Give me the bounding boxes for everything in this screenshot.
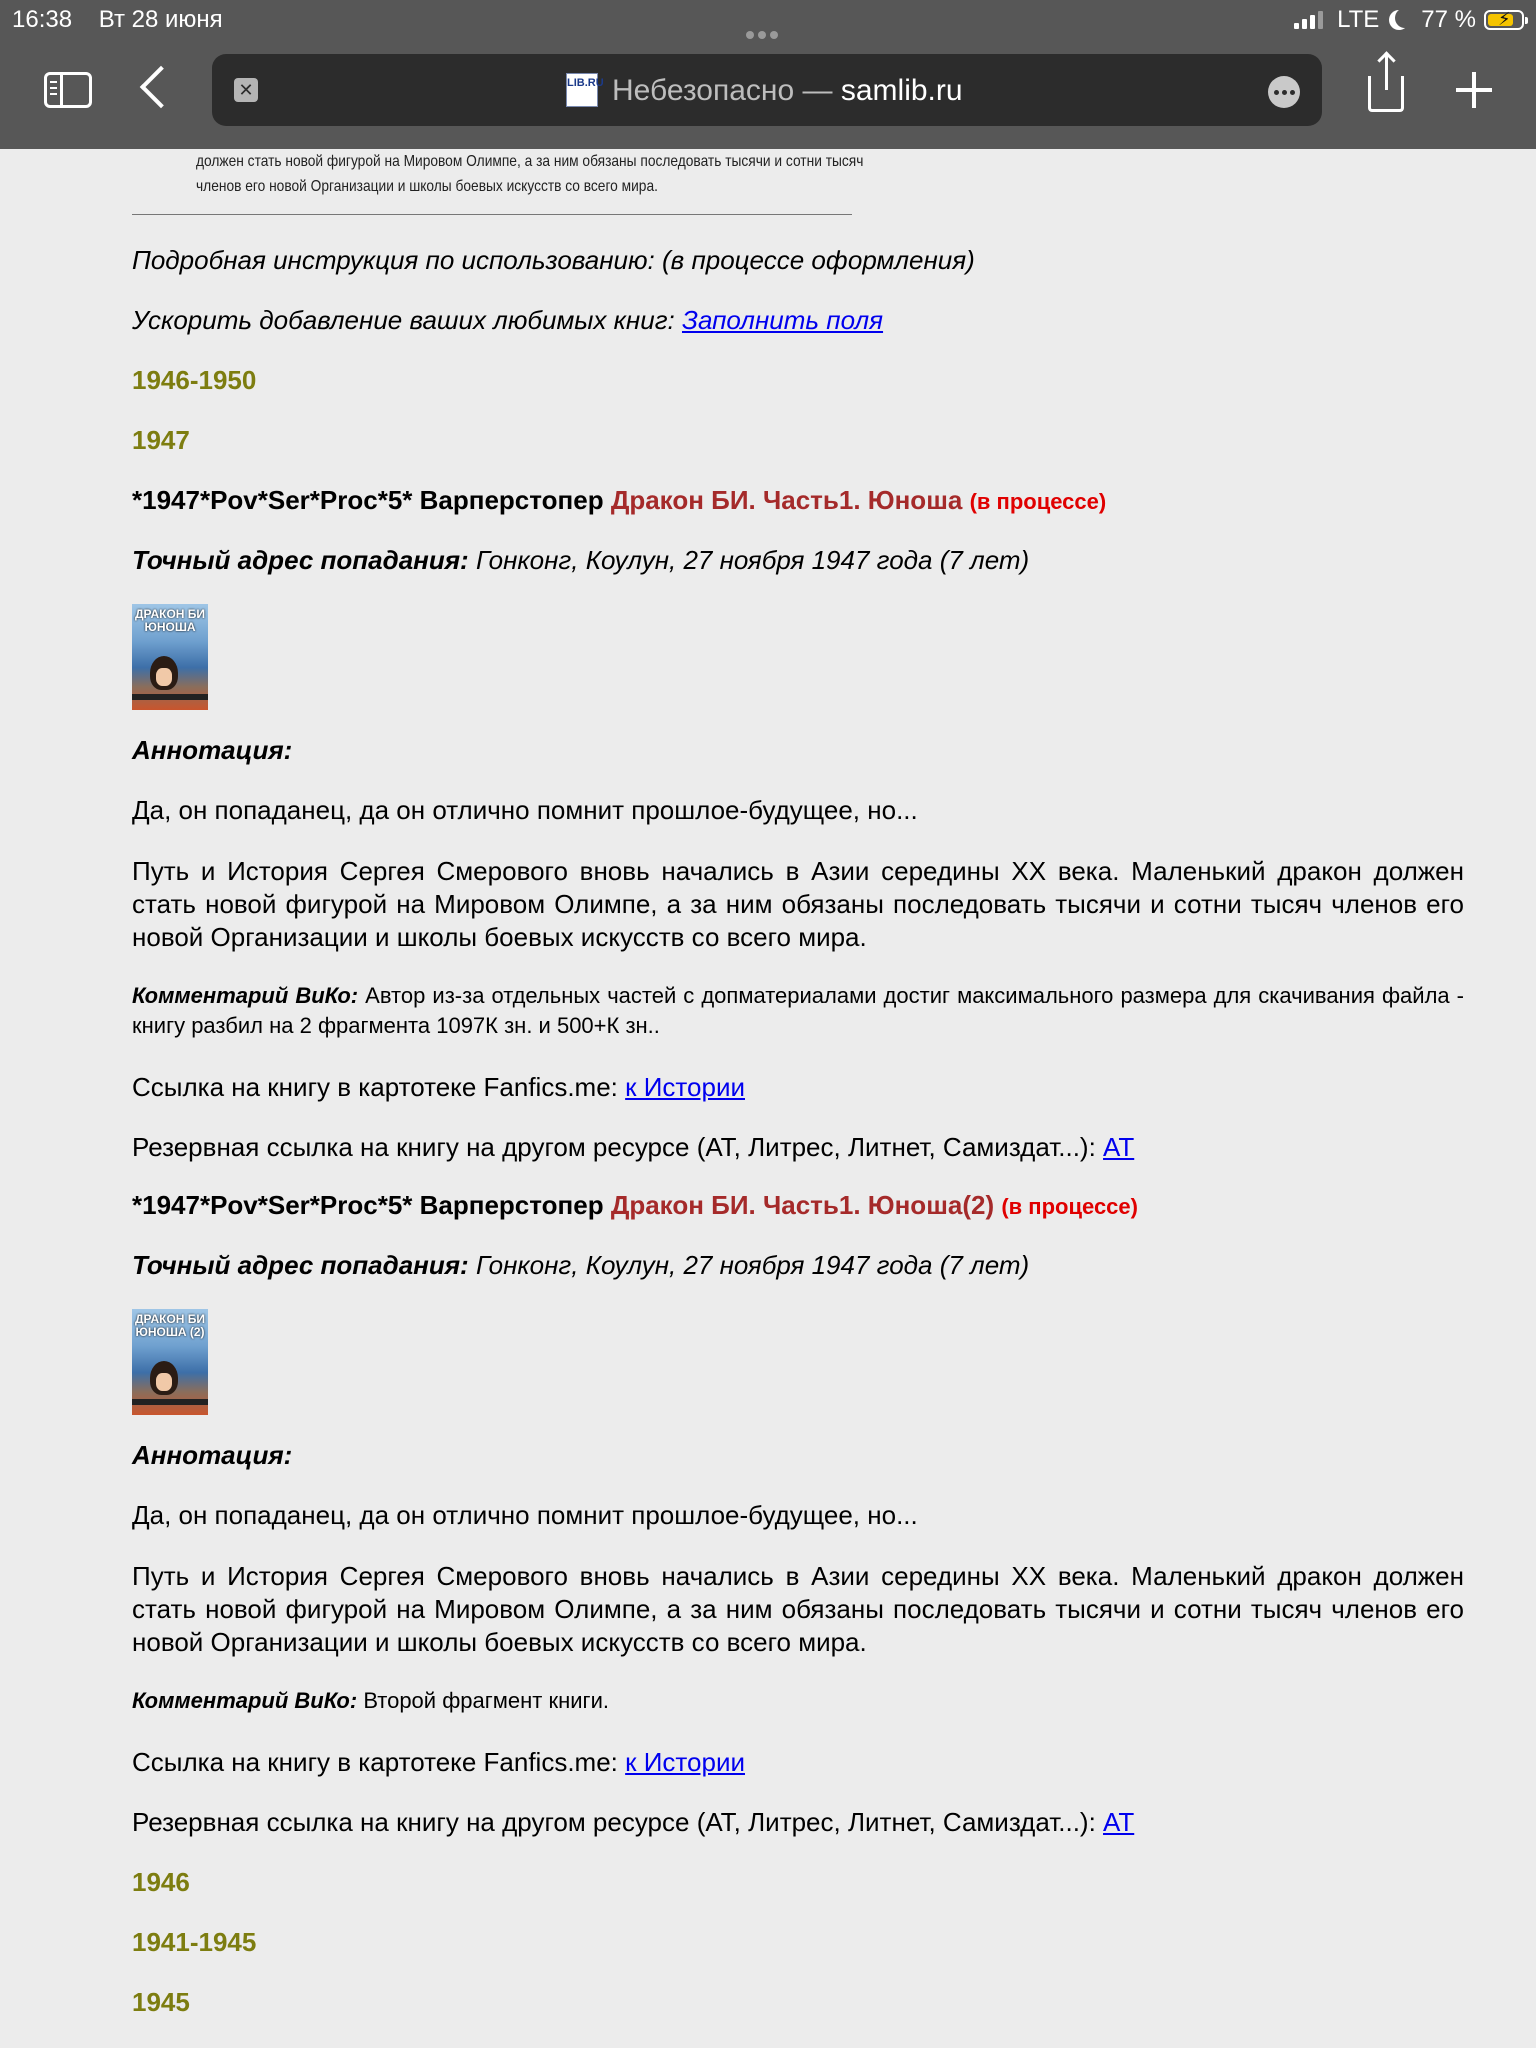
status-bar [0, 0, 1536, 40]
year-heading: 1945 [132, 1987, 190, 2017]
speedup-label: Ускорить добавление ваших любимых книг: [132, 305, 682, 335]
landing-address [132, 544, 1029, 576]
security-warning: Небезопасно — [612, 74, 833, 107]
domain-name: samlib.ru [840, 74, 963, 107]
do-not-disturb-moon-icon [1395, 8, 1415, 28]
address-text[interactable] [612, 74, 963, 108]
fanfics-link-line [132, 1746, 745, 1778]
battery-percent: 77 % [1421, 6, 1476, 33]
cover-title: ДРАКОН БИ ЮНОША [134, 607, 206, 634]
comment-label: Комментарий ВиКо: [132, 983, 359, 1008]
address-label: Точный адрес попадания: [132, 545, 469, 575]
reserve-link[interactable]: АТ [1103, 1132, 1135, 1162]
book-cover-image[interactable] [132, 604, 208, 710]
back-chevron-icon[interactable] [140, 66, 182, 108]
year-heading: 1946 [132, 1867, 190, 1897]
reserve-link-line [132, 1131, 1134, 1163]
charging-bolt-icon: ⚡ [1498, 9, 1511, 29]
close-tab-icon[interactable]: ✕ [234, 78, 258, 102]
year-range-heading: 1946-1950 [132, 365, 257, 395]
annotation-text-2: Путь и История Сергея Смерового вновь начались в Азии середины XX века. Маленький дракон должен стать новой фигурой на Мировом Олимпе, а за ним обязаны последовать тысячи и сотни тысяч членов его новой Организации и школы боевых искусств со всего мира. [132, 856, 1464, 952]
fanfics-link[interactable]: к Истории [625, 1072, 745, 1102]
book-cover-image[interactable] [132, 1309, 208, 1415]
annotation-text-2: Путь и История Сергея Смерового вновь начались в Азии середины XX века. Маленький дракон должен стать новой фигурой на Мировом Олимпе, а за ним обязаны последовать тысячи и сотни тысяч членов его новой Организации и школы боевых искусств со всего мира. [132, 1561, 1464, 1657]
address-value: Гонконг, Коулун, 27 ноября 1947 года (7 лет) [468, 1250, 1030, 1280]
cellular-signal-icon [1294, 11, 1323, 29]
status-time: 16:38 [12, 6, 73, 33]
cut-off-paragraph: должен стать новой фигурой на Мировом Олимпе, а за ним обязаны последовать тысячи и сотни тысяч членов его новой Организации и школы боевых искусств со всего мира. [196, 153, 864, 195]
book-status: (в процессе) [969, 489, 1107, 514]
more-options-icon[interactable] [1268, 76, 1300, 108]
fanfics-label: Ссылка на книгу в картотеке Fanfics.me: [132, 1747, 626, 1777]
site-favicon: LIB.RU [566, 73, 598, 107]
comment [132, 981, 1464, 1041]
comment-label: Комментарий ВиКо: [132, 1688, 358, 1713]
book-title[interactable]: Дракон БИ. Часть1. Юноша [610, 485, 963, 515]
address-value: Гонконг, Коулун, 27 ноября 1947 года (7 лет) [468, 545, 1030, 575]
cover-title: ДРАКОН БИ ЮНОША (2) [134, 1312, 206, 1339]
reserve-link-line [132, 1806, 1134, 1838]
book-heading [132, 484, 1106, 518]
address-label: Точный адрес попадания: [132, 1250, 469, 1280]
network-type: LTE [1337, 6, 1380, 33]
divider [132, 214, 852, 215]
year-range-heading: 1941-1945 [132, 1927, 257, 1957]
fanfics-link-line [132, 1071, 745, 1103]
book-heading [132, 1189, 1138, 1223]
fanfics-label: Ссылка на книгу в картотеке Fanfics.me: [132, 1072, 626, 1102]
fill-fields-link[interactable]: Заполнить поля [681, 305, 884, 335]
sidebar-toggle-icon[interactable] [44, 72, 92, 108]
comment-text: Автор из-за отдельных частей с допматериалами достиг максимального размера для скачивания файла - книгу разбил на 2 фрагмента 1097К зн. и 500+К зн.. [132, 983, 1465, 1038]
speedup-line [132, 304, 883, 336]
status-date: Вт 28 июня [98, 6, 223, 33]
annotation-label: Аннотация: [132, 735, 293, 765]
reserve-label: Резервная ссылка на книгу на другом ресурсе (АТ, Литрес, Литнет, Самиздат...): [132, 1807, 1104, 1837]
instructions-line: Подробная инструкция по использованию: (в процессе оформления) [132, 245, 975, 275]
annotation-label: Аннотация: [132, 1440, 293, 1470]
fanfics-link[interactable]: к Истории [625, 1747, 745, 1777]
battery-icon [1484, 10, 1524, 30]
reserve-label: Резервная ссылка на книгу на другом ресурсе (АТ, Литрес, Литнет, Самиздат...): [132, 1132, 1104, 1162]
share-icon[interactable] [1368, 76, 1404, 112]
book-title[interactable]: Дракон БИ. Часть1. Юноша(2) [610, 1190, 995, 1220]
annotation-text-1: Да, он попаданец, да он отлично помнит прошлое-будущее, но... [132, 795, 918, 825]
browser-toolbar [0, 0, 1536, 149]
multitasking-dots-icon[interactable] [744, 18, 780, 46]
book-status: (в процессе) [1001, 1194, 1138, 1219]
book-prefix: *1947*Pov*Ser*Proc*5* Варперстопер [132, 1190, 611, 1220]
comment [132, 1686, 1464, 1716]
reserve-link[interactable]: АТ [1103, 1807, 1135, 1837]
year-heading: 1947 [132, 425, 190, 455]
landing-address [132, 1249, 1029, 1281]
annotation-text-1: Да, он попаданец, да он отлично помнит прошлое-будущее, но... [132, 1500, 918, 1530]
new-tab-plus-icon[interactable] [1456, 72, 1492, 108]
address-bar[interactable] [212, 54, 1322, 126]
book-prefix: *1947*Pov*Ser*Proc*5* Варперстопер [132, 485, 611, 515]
comment-text: Второй фрагмент книги. [357, 1688, 609, 1713]
